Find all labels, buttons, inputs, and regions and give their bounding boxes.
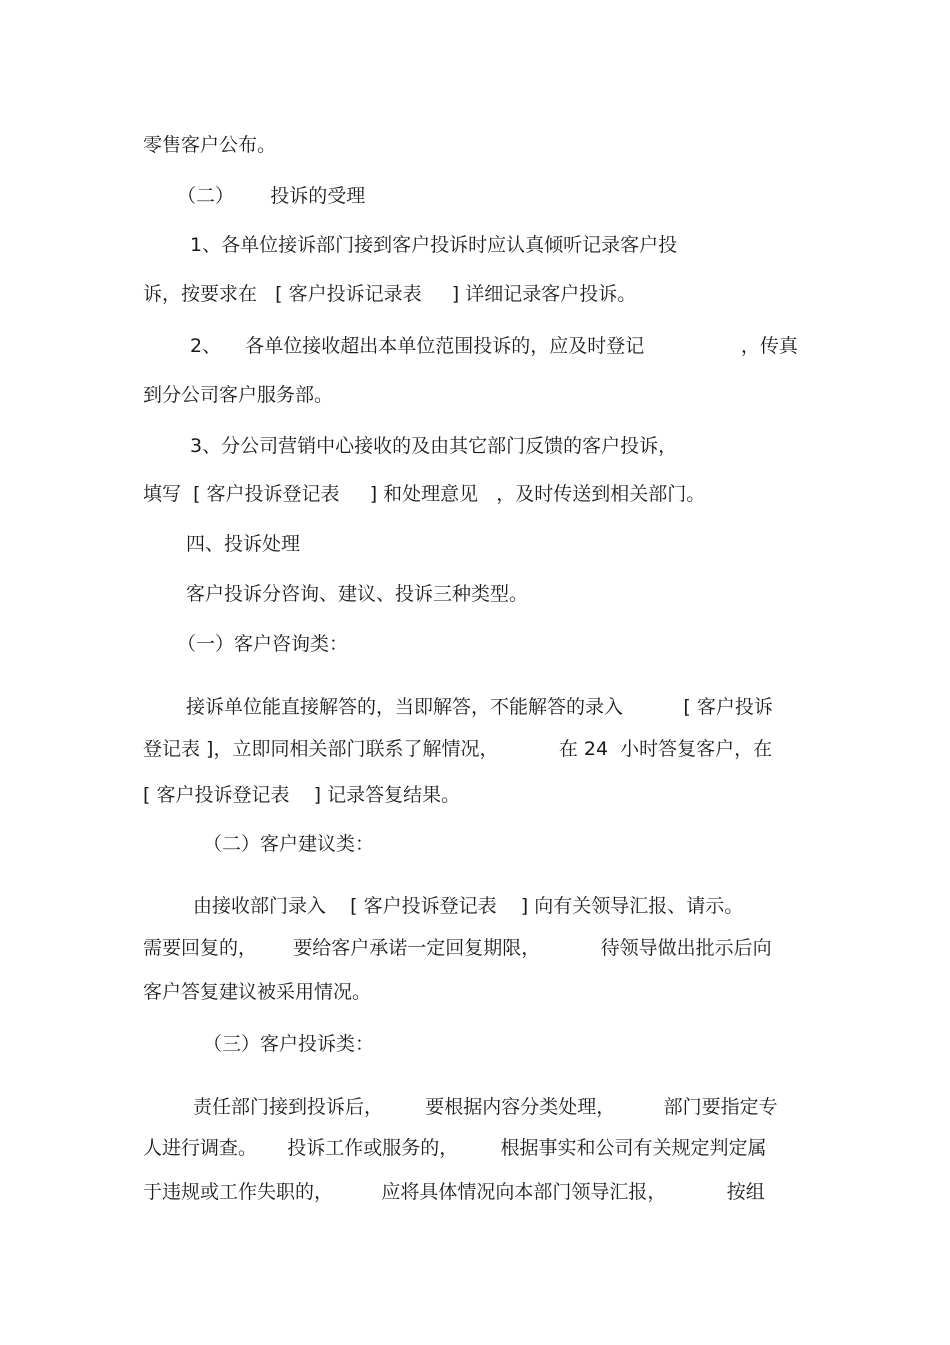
text-line: 填写 [ 客户投诉登记表 ] 和处理意见 ，及时传送到相关部门。 bbox=[143, 483, 706, 505]
text-line: [ 客户投诉登记表 ] 记录答复结果。 bbox=[143, 784, 461, 806]
text-line: 需要回复的， 要给客户承诺一定回复期限， 待领导做出批示后向 bbox=[143, 937, 772, 959]
text-line: 2、 各单位接收超出本单位范围投诉的，应及时登记 ，传真 bbox=[190, 335, 798, 357]
text-line: 人进行调查。 投诉工作或服务的， 根据事实和公司有关规定判定属 bbox=[143, 1137, 767, 1159]
text-line: 责任部门接到投诉后， 要根据内容分类处理， 部门要指定专 bbox=[193, 1096, 778, 1118]
text-line: 客户投诉分咨询、建议、投诉三种类型。 bbox=[186, 583, 529, 605]
text-line: 由接收部门录入 [ 客户投诉登记表 ] 向有关领导汇报、请示。 bbox=[193, 895, 744, 917]
text-line: 登记表 ]，立即同相关部门联系了解情况， 在 24 小时答复客户，在 bbox=[143, 738, 773, 760]
text-line: 3、分公司营销中心接收的及由其它部门反馈的客户投诉， bbox=[190, 435, 678, 457]
text-line: 到分公司客户服务部。 bbox=[143, 384, 334, 406]
text-line: 1、各单位接诉部门接到客户投诉时应认真倾听记录客户投 bbox=[190, 234, 678, 256]
text-line: 零售客户公布。 bbox=[143, 134, 277, 156]
text-line: 客户答复建议被采用情况。 bbox=[143, 981, 372, 1003]
section-heading: （二） 投诉的受理 bbox=[177, 185, 366, 207]
text-line: 于违规或工作失职的， 应将具体情况向本部门领导汇报， 按组 bbox=[143, 1181, 765, 1203]
subsection-heading: （三）客户投诉类： bbox=[203, 1033, 375, 1055]
text-line: 接诉单位能直接解答的，当即解答，不能解答的录入 [ 客户投诉 bbox=[186, 696, 773, 718]
section-heading: 四、投诉处理 bbox=[186, 533, 301, 555]
subsection-heading: （一）客户咨询类： bbox=[177, 633, 349, 655]
text-line: 诉，按要求在 [ 客户投诉记录表 ] 详细记录客户投诉。 bbox=[143, 283, 637, 305]
subsection-heading: （二）客户建议类： bbox=[203, 833, 375, 855]
